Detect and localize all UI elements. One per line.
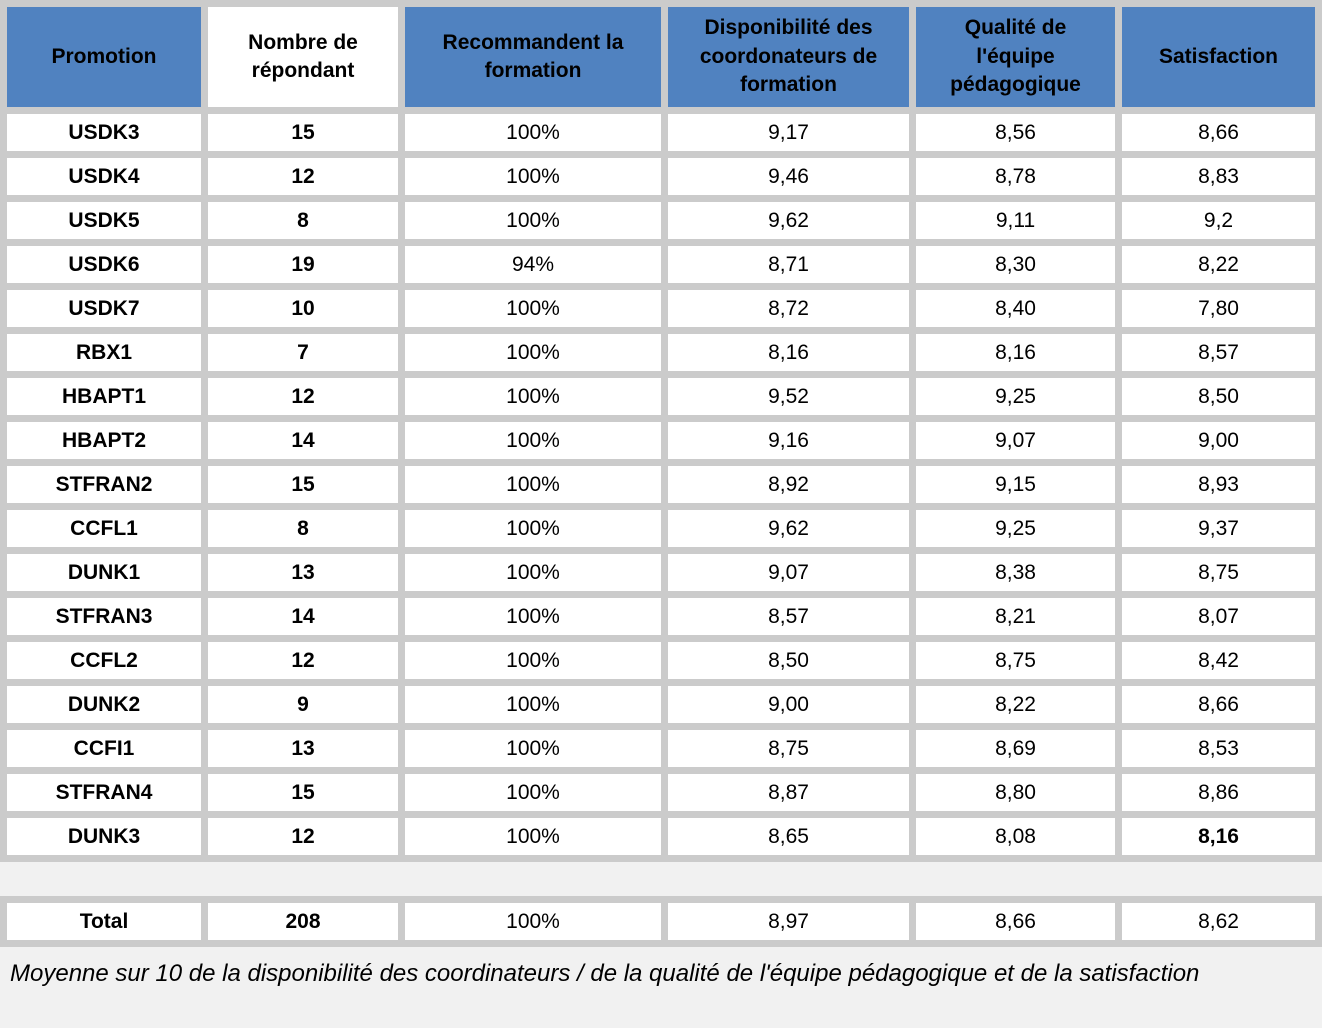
cell-recommend: 94% <box>405 246 661 283</box>
cell-availability: 9,00 <box>668 686 909 723</box>
table-row <box>7 554 1315 591</box>
cell-quality: 8,80 <box>916 774 1115 811</box>
cell-availability: 9,17 <box>668 114 909 151</box>
cell-quality: 8,40 <box>916 290 1115 327</box>
cell-recommend: 100% <box>405 334 661 371</box>
cell-recommend: 100% <box>405 202 661 239</box>
cell-recommend: 100% <box>405 422 661 459</box>
cell-availability: 9,07 <box>668 554 909 591</box>
cell-recommend: 100% <box>405 818 661 855</box>
cell-availability: 8,57 <box>668 598 909 635</box>
cell-respondents: 8 <box>208 510 398 547</box>
total-cell-quality: 8,66 <box>916 903 1115 940</box>
cell-availability: 9,46 <box>668 158 909 195</box>
cell-respondents: 13 <box>208 730 398 767</box>
cell-availability: 8,16 <box>668 334 909 371</box>
cell-availability: 9,52 <box>668 378 909 415</box>
cell-satisfaction: 8,50 <box>1122 378 1315 415</box>
cell-availability: 8,71 <box>668 246 909 283</box>
cell-quality: 8,75 <box>916 642 1115 679</box>
table-row <box>7 334 1315 371</box>
cell-respondents: 15 <box>208 114 398 151</box>
cell-respondents: 14 <box>208 422 398 459</box>
table-row <box>7 598 1315 635</box>
cell-recommend: 100% <box>405 466 661 503</box>
column-header-respondents: Nombre de répondant <box>208 7 398 107</box>
cell-satisfaction: 8,86 <box>1122 774 1315 811</box>
cell-promotion: CCFL1 <box>7 510 201 547</box>
cell-recommend: 100% <box>405 510 661 547</box>
cell-respondents: 12 <box>208 378 398 415</box>
cell-respondents: 19 <box>208 246 398 283</box>
total-cell-respondents: 208 <box>208 903 398 940</box>
table-row <box>7 730 1315 767</box>
cell-recommend: 100% <box>405 290 661 327</box>
cell-promotion: HBAPT2 <box>7 422 201 459</box>
cell-respondents: 7 <box>208 334 398 371</box>
header-row <box>7 7 1315 107</box>
table-row <box>7 378 1315 415</box>
cell-respondents: 12 <box>208 642 398 679</box>
cell-promotion: USDK6 <box>7 246 201 283</box>
total-cell-availability: 8,97 <box>668 903 909 940</box>
cell-availability: 8,65 <box>668 818 909 855</box>
cell-recommend: 100% <box>405 774 661 811</box>
cell-availability: 9,62 <box>668 202 909 239</box>
table-row <box>7 466 1315 503</box>
cell-quality: 9,25 <box>916 378 1115 415</box>
cell-availability: 8,92 <box>668 466 909 503</box>
table-row <box>7 246 1315 283</box>
cell-quality: 9,15 <box>916 466 1115 503</box>
cell-satisfaction: 8,66 <box>1122 686 1315 723</box>
cell-quality: 8,22 <box>916 686 1115 723</box>
cell-satisfaction: 8,66 <box>1122 114 1315 151</box>
cell-availability: 8,50 <box>668 642 909 679</box>
cell-recommend: 100% <box>405 598 661 635</box>
cell-quality: 8,21 <box>916 598 1115 635</box>
cell-satisfaction: 7,80 <box>1122 290 1315 327</box>
cell-promotion: USDK7 <box>7 290 201 327</box>
cell-promotion: USDK4 <box>7 158 201 195</box>
cell-promotion: USDK3 <box>7 114 201 151</box>
column-header-recommend: Recommandent la formation <box>405 7 661 107</box>
total-cell-satisfaction: 8,62 <box>1122 903 1315 940</box>
cell-recommend: 100% <box>405 114 661 151</box>
table-row <box>7 686 1315 723</box>
table-row <box>7 422 1315 459</box>
cell-availability: 8,87 <box>668 774 909 811</box>
cell-promotion: STFRAN2 <box>7 466 201 503</box>
cell-recommend: 100% <box>405 730 661 767</box>
total-table <box>0 896 1322 947</box>
cell-recommend: 100% <box>405 378 661 415</box>
cell-availability: 9,16 <box>668 422 909 459</box>
table-row <box>7 290 1315 327</box>
cell-quality: 9,11 <box>916 202 1115 239</box>
total-cell-promotion: Total <box>7 903 201 940</box>
column-header-satisfaction: Satisfaction <box>1122 7 1315 107</box>
cell-respondents: 12 <box>208 818 398 855</box>
cell-availability: 8,75 <box>668 730 909 767</box>
cell-satisfaction: 8,07 <box>1122 598 1315 635</box>
cell-satisfaction: 9,2 <box>1122 202 1315 239</box>
cell-quality: 8,30 <box>916 246 1115 283</box>
table-row <box>7 158 1315 195</box>
cell-respondents: 9 <box>208 686 398 723</box>
cell-promotion: STFRAN4 <box>7 774 201 811</box>
cell-promotion: CCFI1 <box>7 730 201 767</box>
cell-respondents: 8 <box>208 202 398 239</box>
cell-satisfaction: 8,93 <box>1122 466 1315 503</box>
cell-satisfaction: 9,37 <box>1122 510 1315 547</box>
footnote: Moyenne sur 10 de la disponibilité des coordinateurs / de la qualité de l'équipe pédagogique et de la satisfaction <box>10 960 1200 987</box>
table-row <box>7 774 1315 811</box>
cell-promotion: HBAPT1 <box>7 378 201 415</box>
cell-satisfaction: 8,83 <box>1122 158 1315 195</box>
cell-satisfaction: 9,00 <box>1122 422 1315 459</box>
column-header-promotion: Promotion <box>7 7 201 107</box>
cell-respondents: 14 <box>208 598 398 635</box>
cell-satisfaction: 8,57 <box>1122 334 1315 371</box>
cell-promotion: DUNK2 <box>7 686 201 723</box>
cell-quality: 8,69 <box>916 730 1115 767</box>
column-header-quality: Qualité de l'équipe pédagogique <box>916 7 1115 107</box>
cell-quality: 8,56 <box>916 114 1115 151</box>
cell-respondents: 13 <box>208 554 398 591</box>
table-row <box>7 114 1315 151</box>
cell-availability: 8,72 <box>668 290 909 327</box>
cell-quality: 8,38 <box>916 554 1115 591</box>
cell-promotion: DUNK1 <box>7 554 201 591</box>
cell-quality: 8,16 <box>916 334 1115 371</box>
cell-respondents: 15 <box>208 774 398 811</box>
cell-availability: 9,62 <box>668 510 909 547</box>
cell-quality: 8,08 <box>916 818 1115 855</box>
table-row <box>7 202 1315 239</box>
cell-promotion: CCFL2 <box>7 642 201 679</box>
cell-respondents: 12 <box>208 158 398 195</box>
cell-promotion: STFRAN3 <box>7 598 201 635</box>
cell-satisfaction: 8,16 <box>1122 818 1315 855</box>
cell-recommend: 100% <box>405 158 661 195</box>
total-cell-recommend: 100% <box>405 903 661 940</box>
table-row <box>7 642 1315 679</box>
cell-respondents: 15 <box>208 466 398 503</box>
cell-promotion: DUNK3 <box>7 818 201 855</box>
cell-satisfaction: 8,42 <box>1122 642 1315 679</box>
cell-recommend: 100% <box>405 554 661 591</box>
cell-promotion: USDK5 <box>7 202 201 239</box>
column-header-availability: Disponibilité des coordonateurs de formation <box>668 7 909 107</box>
total-row <box>7 903 1315 940</box>
cell-satisfaction: 8,75 <box>1122 554 1315 591</box>
spacer <box>0 862 1322 896</box>
cell-quality: 8,78 <box>916 158 1115 195</box>
cell-quality: 9,25 <box>916 510 1115 547</box>
cell-recommend: 100% <box>405 686 661 723</box>
table-row <box>7 818 1315 855</box>
cell-recommend: 100% <box>405 642 661 679</box>
cell-respondents: 10 <box>208 290 398 327</box>
table-row <box>7 510 1315 547</box>
cell-promotion: RBX1 <box>7 334 201 371</box>
cell-satisfaction: 8,53 <box>1122 730 1315 767</box>
cell-quality: 9,07 <box>916 422 1115 459</box>
cell-satisfaction: 8,22 <box>1122 246 1315 283</box>
